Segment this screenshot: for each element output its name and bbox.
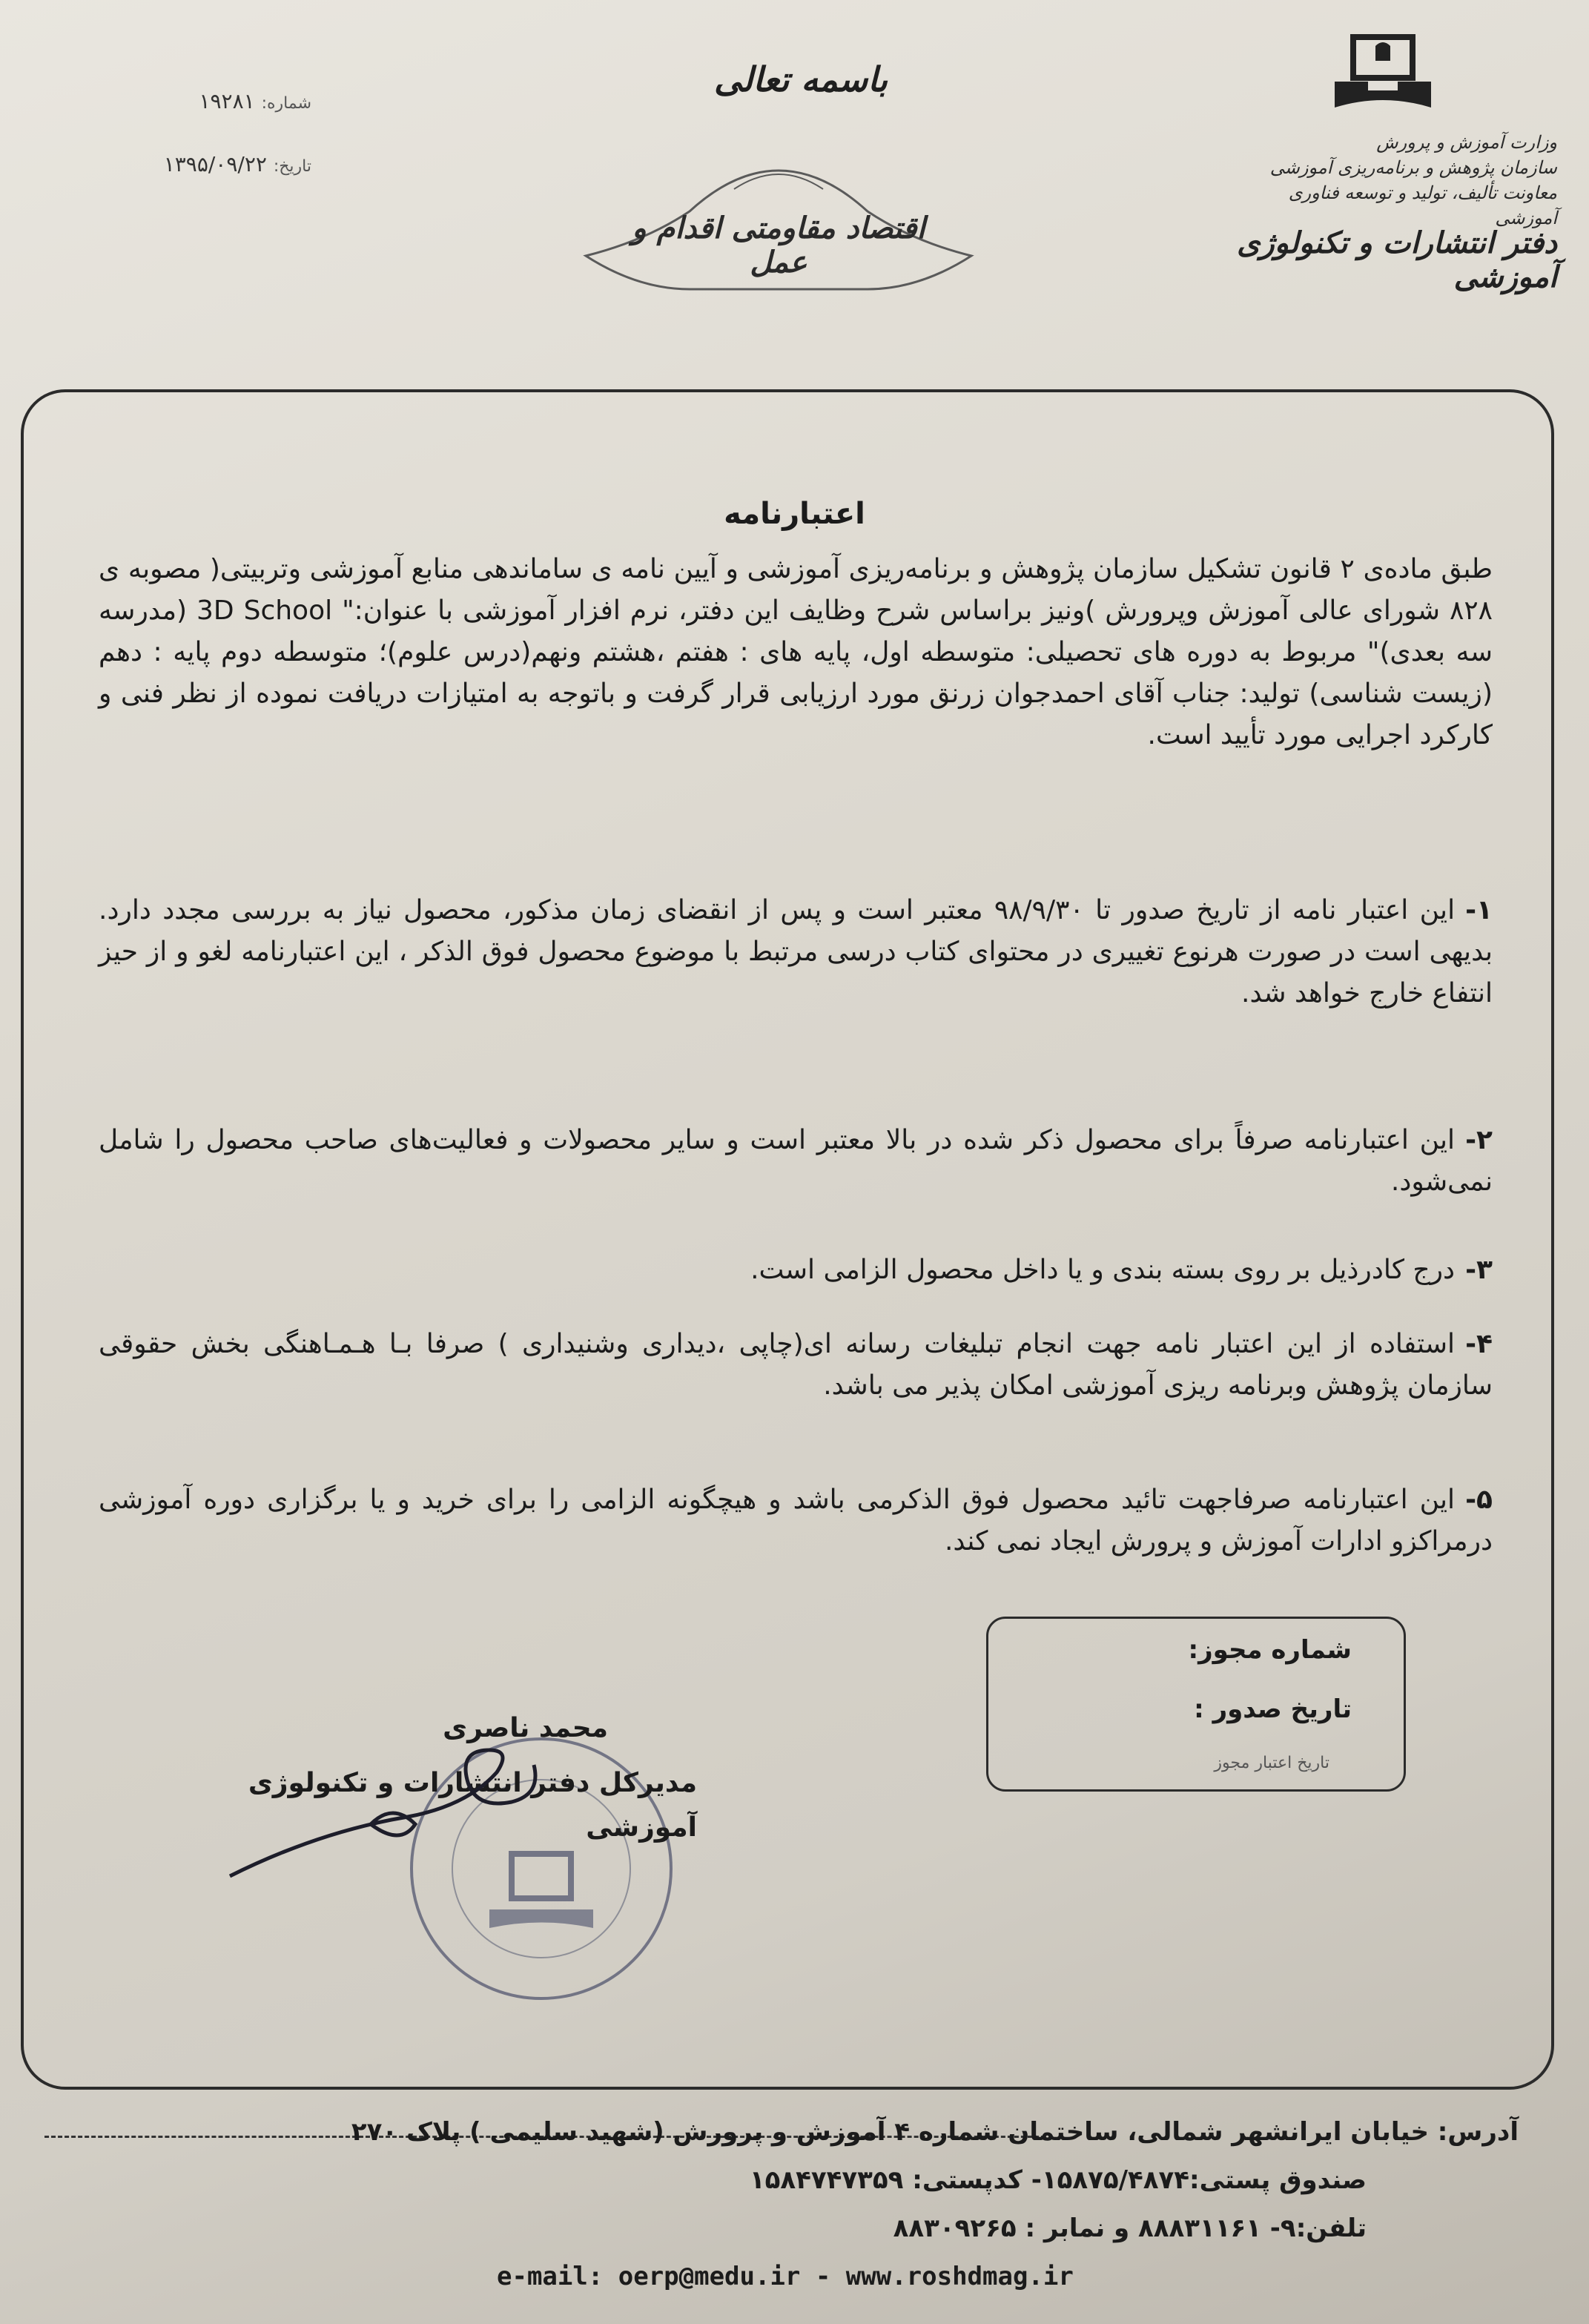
item-number: ۱- [1465, 895, 1493, 925]
item-text: این اعتبار نامه از تاریخ صدور تا ۹۸/۹/۳۰ معتبر است و پس از انقضای زمان مذکور، محصول نیاز به بررسی مجدد دارد. بدیهی است در صورت هرنوع تغییری در محتوای کتاب درسی مرتبط با موضوع محصول فوق الذکر ، این اعتبارنامه لغو و از حیز انتفاع خارج خواهد شد. [99, 895, 1493, 1009]
list-item [99, 1479, 1493, 1562]
footer-address: آدرس: خیابان ایرانشهر شمالی، ساختمان شماره ۴ آموزش و پرورش (شهید سلیمی ) پلاک ۲۷۰ [351, 2117, 1519, 2147]
signatory-name: محمد ناصری [443, 1713, 608, 1743]
issue-date-label: تاریخ صدور : [1194, 1694, 1352, 1724]
letter-date-value: ۱۳۹۵/۰۹/۲۲ [163, 152, 267, 176]
slogan-text: اقتصاد مقاومتی اقدام و عمل [632, 211, 925, 280]
item-text: این اعتبارنامه صرفاجهت تائید محصول فوق الذکرمی باشد و هیچگونه الزامی را برای خرید و یا برگزاری دوره آموزشی درمراکزو ادارات آموزش و پرورش ایجاد نمی کند. [99, 1485, 1493, 1557]
letter-number-value: ۱۹۲۸۱ [199, 89, 255, 113]
basmala: باسمه تعالی [714, 59, 888, 99]
list-item [99, 1250, 1493, 1291]
item-number: ۲- [1465, 1125, 1493, 1155]
letter-date-label: تاریخ: [273, 157, 311, 176]
org-line-3: معاونت تألیف، تولید و توسعه فناوری آموزشی [1288, 182, 1557, 228]
org-line-1: وزارت آموزش و پرورش [1376, 132, 1557, 153]
org-line-2: سازمان پژوهش و برنامه‌ریزی آموزشی [1269, 157, 1557, 178]
intro-paragraph: طبق ماده‌ی ۲ قانون تشکیل سازمان پژوهش و برنامه‌ریزی آموزشی و آیین نامه ی ساماندهی منابع آموزشی وتربیتی( مصوبه ی ۸۲۸ شورای عالی آموزش وپرورش )ونیز براساس شرح وظایف این دفتر، نرم افزار آموزشی با عنوان:" 3D School (مدرسه سه بعدی)" مربوط به دوره های تحصیلی: متوسطه اول، پایه های : هفتم ،هشتم ونهم(درس علوم)؛ متوسطه دوم پایه : دهم (زیست شناسی) تولید: جناب آقای احمدجوان زرنق مورد ارزیابی قرار گرفت و باتوجه به امتیازات دریافت نموده از نظر فنی و کارکرد اجرایی مورد تأیید است. [99, 554, 1493, 750]
signatory-title: مدیرکل دفتر انتشارات و تکنولوژی آموزشی [248, 1768, 697, 1843]
permit-number-label: شماره مجوز: [1188, 1635, 1352, 1665]
list-item [99, 1324, 1493, 1407]
list-item [99, 890, 1493, 1014]
ministry-logo-icon [1327, 30, 1438, 119]
item-number: ۴- [1465, 1329, 1493, 1359]
document-title: اعتبارنامه [724, 497, 865, 531]
item-text: استفاده از این اعتبار نامه جهت انجام تبلیغات رسانه ای(چاپی ،دیداری وشنیداری ) صرفا بـا هـمـاهنگی بخش حقوقی سازمان پژوهش وبرنامه ریزی آموزشی امکان پذیر می باشد. [99, 1329, 1493, 1401]
ministry-org-lines [1246, 130, 1557, 231]
footer-phone: تلفن:۹- ۸۸۸۳۱۱۶۱ و نمابر : ۸۸۳۰۹۲۶۵ [893, 2214, 1367, 2243]
letter-number-label: شماره: [261, 94, 311, 113]
item-number: ۳- [1465, 1255, 1493, 1285]
office-title: دفتر انتشارات و تکنولوژی آموزشی [1237, 226, 1557, 294]
footer-email-web: e-mail: oerp@medu.ir - www.roshdmag.ir [497, 2262, 1074, 2291]
letter-date [89, 152, 311, 176]
item-text: این اعتبارنامه صرفاً برای محصول ذکر شده در بالا معتبر است و سایر محصولات و فعالیت‌های صاحب محصول را شامل نمی‌شود. [99, 1125, 1493, 1197]
item-text: درج کادرذیل بر روی بسته بندی و یا داخل محصول الزامی است. [750, 1255, 1456, 1285]
footer-pobox: صندوق پستی:۱۵۸۷۵/۴۸۷۴- کدپستی: ۱۵۸۴۷۴۷۳۵۹ [749, 2165, 1367, 2195]
license-partial-line: تاریخ اعتبار مجوز [1214, 1754, 1329, 1772]
list-item [99, 1120, 1493, 1203]
handwritten-signature-icon [222, 1735, 549, 1898]
item-number: ۵- [1465, 1485, 1493, 1515]
letter-number [89, 89, 311, 113]
